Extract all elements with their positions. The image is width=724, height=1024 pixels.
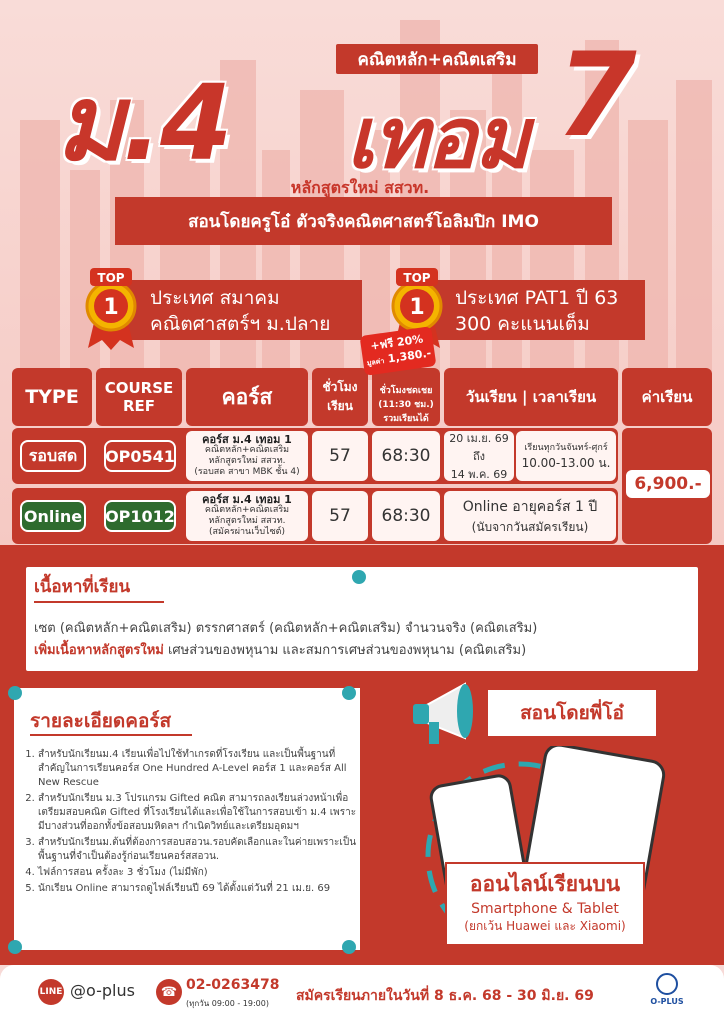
- course-note: หลักสูตรใหม่ สสวท.: [208, 516, 286, 526]
- date-range: [444, 431, 514, 481]
- decor-dot: [342, 940, 356, 954]
- bonus-value-label: มูลค่า: [366, 357, 385, 368]
- list-item: 4. ไฟล์การสอน ครั้งละ 3 ชั่วโมง (ไม่มีพัก): [38, 866, 358, 880]
- online-title: ออนไลน์เรียนบน: [469, 872, 621, 896]
- header-price: ค่าเรียน: [622, 368, 712, 426]
- header-course: คอร์ส: [186, 368, 308, 426]
- date-from: 20 เม.ย. 69: [449, 432, 509, 445]
- detail-title: รายละเอียดคอร์ส: [30, 710, 172, 732]
- course-description: [186, 431, 308, 481]
- course-location: (รอบสด สาขา MBK ชั้น 4): [194, 467, 300, 477]
- header-schedule: วันเรียน | เวลาเรียน: [444, 368, 618, 426]
- class-hours: 10.00-13.00 น.: [521, 455, 611, 470]
- content-line-1: เซต (คณิตหลัก+คณิตเสริม) ตรรกศาสตร์ (คณิตหลัก+คณิตเสริม) จำนวนจริง (คณิตเสริม): [34, 621, 538, 636]
- o-plus-logo: [646, 973, 688, 1006]
- medal-2-rank: 1: [409, 295, 425, 320]
- online-exceptions: (ยกเว้น Huawei และ Xiaomi): [464, 919, 626, 933]
- header-makeup: ชั่วโมงชดเชย (11:30 ชม.) รวมเรียนได้: [372, 368, 440, 426]
- type-tag-live: รอบสด: [20, 440, 86, 472]
- award-2-line1: ประเทศ PAT1 ปี 63: [455, 287, 619, 309]
- online-access: [444, 491, 616, 541]
- header-course-ref: COURSE REF: [96, 368, 182, 426]
- hours-value: 57: [312, 431, 368, 481]
- online-duration: Online อายุคอร์ส 1 ปี: [462, 498, 598, 515]
- decor-dot: [352, 570, 366, 584]
- teacher-tag: สอนโดยพี่โอ๋: [488, 690, 656, 736]
- curriculum-subtitle: หลักสูตรใหม่ สสวท.: [290, 178, 430, 197]
- list-item: 2. สำหรับนักเรียน ม.3 โปรแกรม Gifted คณิต สามารถลงเรียนล่วงหน้าเพื่อเตรียมสอบคณิต Gifted ที่โรงเรียนได้และเพื่อใช้ในการสอบเข้า ม.4 เพราะมีบางส่วนที่ออกทั้งข้อสอบมหิดลฯ กำเนิดวิทย์และเตรียมอุดมฯ: [38, 792, 358, 834]
- detail-list: [24, 748, 358, 898]
- award-1-line2: คณิตศาสตร์ฯ ม.ปลาย: [150, 313, 331, 335]
- class-time: [516, 431, 616, 481]
- medal-1-rank: 1: [103, 295, 119, 320]
- type-tag-online: Online: [20, 500, 86, 532]
- price-tag: 6,900.-: [624, 468, 712, 500]
- online-devices-box: [445, 862, 645, 946]
- main-title: [56, 28, 676, 190]
- table-row: [12, 428, 618, 484]
- detail-box: [14, 688, 360, 950]
- title-underline: [30, 734, 192, 736]
- course-location: (สมัครผ่านเว็บไซต์): [208, 527, 286, 537]
- top-1-medal-icon: [78, 262, 144, 350]
- title-grade: ม.4: [56, 62, 231, 184]
- content-new-label: เพิ่มเนื้อหาหลักสูตรใหม่: [34, 643, 164, 658]
- content-new-topics: เศษส่วนของพหุนาม และสมการเศษส่วนของพหุนาม (คณิตเสริม): [163, 643, 527, 658]
- online-duration-note: (นับจากวันสมัครเรียน): [471, 519, 589, 534]
- online-devices: Smartphone & Tablet: [471, 901, 619, 917]
- medal-2-badge: TOP: [403, 271, 431, 285]
- course-title: คอร์ส ม.4 เทอม 1: [202, 433, 292, 446]
- medal-1-badge: TOP: [97, 271, 125, 285]
- content-title: เนื้อหาที่เรียน: [34, 577, 131, 597]
- decor-dot: [8, 686, 22, 700]
- course-subjects: คณิตหลัก+คณิตเสริม: [204, 505, 290, 515]
- line-icon: LINE: [38, 979, 64, 1005]
- decor-dot: [342, 686, 356, 700]
- phone-icon: ☎: [156, 979, 182, 1005]
- table-row: [12, 488, 618, 544]
- content-line-2: [34, 639, 526, 660]
- phone-number[interactable]: 02-0263478: [186, 977, 280, 993]
- list-item: 5. นักเรียน Online สามารถดูไฟล์เรียนปี 69 ได้ตั้งแต่วันที่ 21 เม.ย. 69: [38, 882, 358, 896]
- total-hours-value: 68:30: [372, 491, 440, 541]
- title-number: 7: [556, 28, 637, 163]
- bonus-value: 1,380.-: [387, 346, 432, 366]
- award-2-line2: 300 คะแนนเต็ม: [455, 313, 590, 335]
- bonus-line1: +ฟรี 20%: [369, 332, 424, 353]
- title-underline: [34, 601, 164, 603]
- total-hours-value: 68:30: [372, 431, 440, 481]
- class-days: เรียนทุกวันจันทร์-ศุกร์: [524, 442, 608, 453]
- teacher-banner: สอนโดยครูโอ๋ ตัวจริงคณิตศาสตร์โอลิมปิก IMO: [115, 197, 612, 245]
- course-title: คอร์ส ม.4 เทอม 1: [202, 493, 292, 506]
- megaphone-icon: [405, 676, 495, 756]
- decor-dot: [8, 940, 22, 954]
- course-ref-code: OP0541: [104, 440, 176, 472]
- list-item: 3. สำหรับนักเรียนม.ต้นที่ต้องการสอบสอวน.รอบคัดเลือกและในค่ายเพราะเป็นพื้นฐานที่จำเป็นต้องรู้ก่อนเรียนคอร์สสอวน.: [38, 836, 358, 864]
- footer: [0, 965, 724, 1024]
- logo-text: O-PLUS: [650, 997, 684, 1006]
- date-to: 14 พ.ค. 69: [450, 468, 508, 481]
- course-subjects: คณิตหลัก+คณิตเสริม: [204, 445, 290, 455]
- date-to-label: ถึง: [472, 450, 486, 463]
- course-note: หลักสูตรใหม่ สสวท.: [208, 456, 286, 466]
- list-item: 1. สำหรับนักเรียนม.4 เรียนเพื่อไปใช้ทำเกรดที่โรงเรียน และเป็นพื้นฐานที่สำคัญในการเรียนคอร์ส One Hundred A-Level คอร์ส 1 และคอร์ส All New Rescue: [38, 748, 358, 790]
- title-term: เทอม: [346, 89, 528, 187]
- header-hours: ชั่วโมงเรียน: [312, 368, 368, 426]
- hours-value: 57: [312, 491, 368, 541]
- subject-pill: คณิตหลัก+คณิตเสริม: [336, 44, 538, 74]
- course-ref-code: OP1012: [104, 500, 176, 532]
- line-id[interactable]: @o-plus: [70, 981, 135, 1000]
- registration-period: สมัครเรียนภายในวันที่ 8 ธ.ค. 68 - 30 มิ.ย. 69: [296, 988, 594, 1004]
- phone-hours: (ทุกวัน 09:00 - 19:00): [186, 999, 269, 1008]
- course-description: [186, 491, 308, 541]
- header-type: TYPE: [12, 368, 92, 426]
- award-1-line1: ประเทศ สมาคม: [150, 287, 280, 309]
